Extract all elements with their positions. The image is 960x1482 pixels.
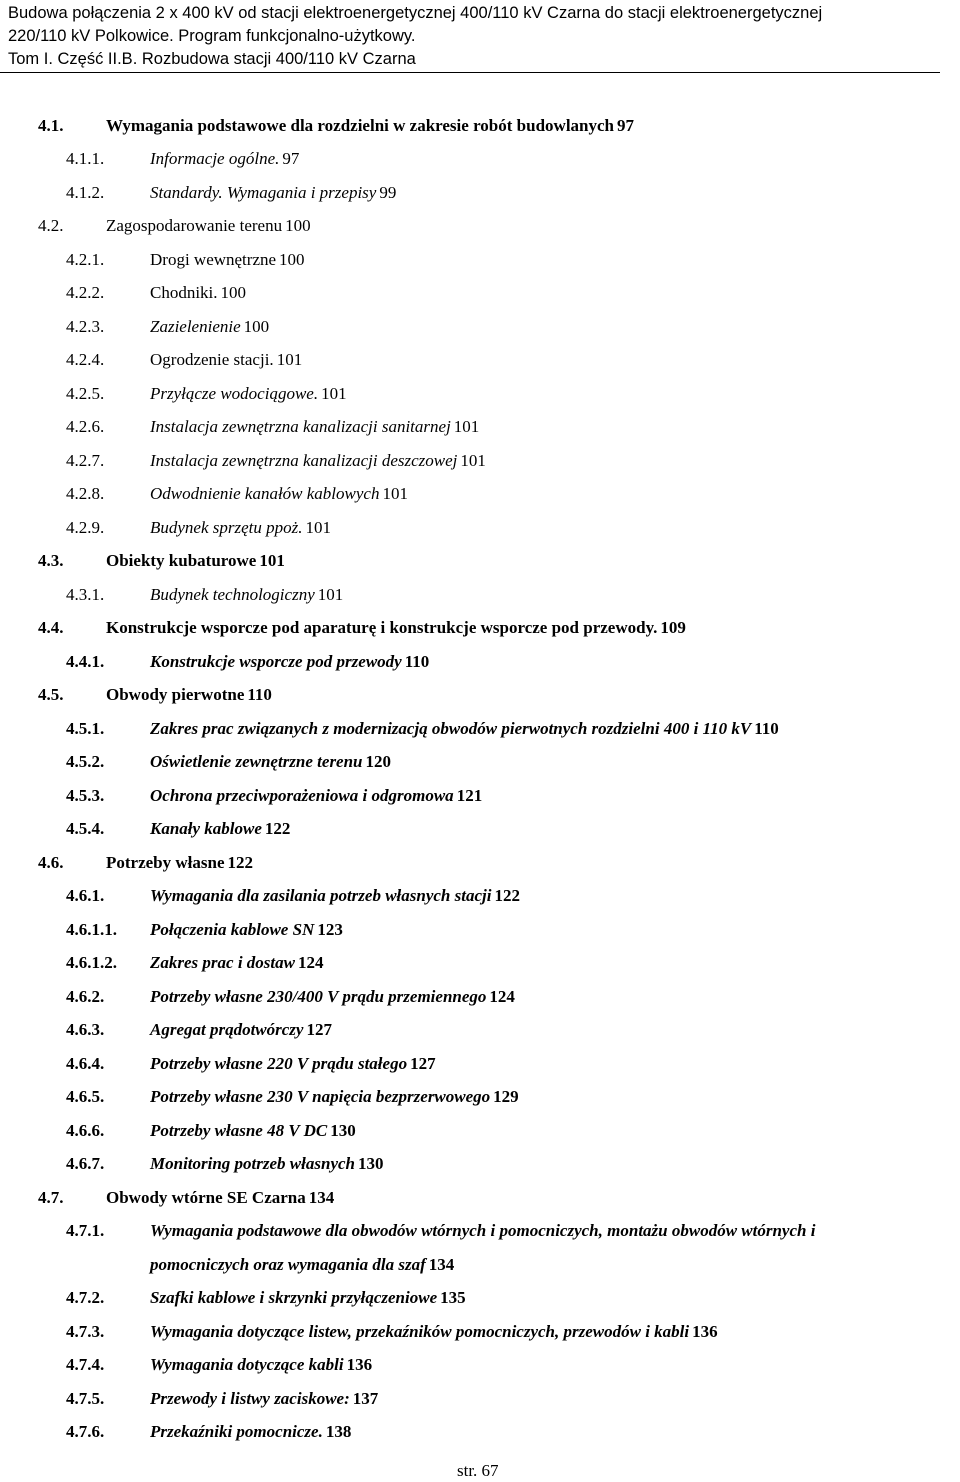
- toc-entry-page: 124: [297, 953, 324, 972]
- toc-entry-title: Budynek sprzętu ppoż.: [150, 518, 303, 537]
- toc-entry-page: 97: [282, 149, 300, 168]
- document-header: [8, 2, 952, 71]
- toc-entry-title: Zagospodarowanie terenu: [106, 216, 283, 235]
- toc-entry-number: 4.6.: [38, 853, 64, 872]
- toc-entry-number: 4.4.1.: [66, 652, 105, 671]
- toc-entry-number: 4.5.1.: [66, 719, 105, 738]
- toc-entry-number: 4.6.2.: [66, 987, 105, 1006]
- toc-entry-title: Szafki kablowe i skrzynki przyłączeniowe: [150, 1288, 438, 1307]
- toc-entry-page: 101: [305, 518, 332, 537]
- toc-entry-page: 99: [379, 183, 397, 202]
- toc-entry-page: 134: [308, 1188, 335, 1207]
- toc-entry-number: 4.6.4.: [66, 1054, 105, 1073]
- header-line-1: Budowa połączenia 2 x 400 kV od stacji elektroenergetycznej 400/110 kV Czarna do stacji elektroenergetycznej: [8, 4, 823, 22]
- toc-entry-number: 4.2.2.: [66, 283, 105, 302]
- header-divider: [0, 72, 940, 73]
- toc-entry-title: Zakres prac i dostaw: [150, 953, 295, 972]
- toc-entry-page: 110: [754, 719, 779, 738]
- toc-entry-page: 136: [346, 1355, 373, 1374]
- toc-entry-page: 121: [456, 786, 483, 805]
- toc-entry-number: 4.2.6.: [66, 417, 105, 436]
- toc-entry-title: Potrzeby własne 48 V DC: [150, 1121, 328, 1140]
- toc-entry-title: Wymagania dotyczące kabli: [150, 1355, 344, 1374]
- toc-entry-page: 109: [660, 618, 686, 637]
- toc-entry-page: 110: [247, 685, 272, 704]
- toc-entry-page: 100: [243, 317, 270, 336]
- toc-entry-page: 127: [306, 1020, 332, 1039]
- toc-entry-page: 101: [259, 551, 285, 570]
- toc-entry-page: 136: [692, 1322, 718, 1341]
- toc-entry-title: Zazielenienie: [150, 317, 241, 336]
- toc-entry-title: Monitoring potrzeb własnych: [150, 1154, 355, 1173]
- toc-entry-page: 129: [493, 1087, 519, 1106]
- toc-entry-page: 124: [489, 987, 515, 1006]
- toc-entry-title: Konstrukcje wsporcze pod aparaturę i konstrukcje wsporcze pod przewody.: [106, 618, 658, 637]
- toc-entry-number: 4.6.1.2.: [66, 953, 117, 972]
- page-number-footer: str. 67: [457, 1461, 499, 1480]
- toc-entry-page: 135: [440, 1288, 466, 1307]
- toc-entry-number: 4.5.3.: [66, 786, 105, 805]
- toc-entry-title: Potrzeby własne 230 V napięcia bezprzerwowego: [150, 1087, 491, 1106]
- toc-entry-number: 4.2.8.: [66, 484, 105, 503]
- toc-entry-title: Ochrona przeciwporażeniowa i odgromowa: [150, 786, 454, 805]
- toc-entry-number: 4.1.: [38, 116, 64, 135]
- toc-entry-page: 101: [460, 451, 486, 470]
- toc-entry-page: 127: [410, 1054, 436, 1073]
- toc-entry-title: Obiekty kubaturowe: [106, 551, 257, 570]
- toc-entry-number: 4.7.4.: [66, 1355, 105, 1374]
- toc-entry-page: 134: [428, 1255, 455, 1274]
- toc-entry-title: Agregat prądotwórczy: [150, 1020, 304, 1039]
- toc-entry-number: 4.6.6.: [66, 1121, 105, 1140]
- toc-entry-number: 4.2.3.: [66, 317, 105, 336]
- toc-entry-page: 122: [227, 853, 254, 872]
- toc-entry-page: 97: [617, 116, 634, 135]
- header-line-2: 220/110 kV Polkowice. Program funkcjonalno-użytkowy.: [8, 27, 416, 45]
- toc-entry-number: 4.7.3.: [66, 1322, 105, 1341]
- toc-entry-title: Obwody wtórne SE Czarna: [106, 1188, 306, 1207]
- toc-entry-number: 4.2.4.: [66, 350, 105, 369]
- toc-entry-number: 4.6.1.: [66, 886, 105, 905]
- toc-entry-title: Potrzeby własne: [106, 853, 225, 872]
- toc-entry-number: 4.6.3.: [66, 1020, 105, 1039]
- toc-entry-number: 4.1.2.: [66, 183, 105, 202]
- toc-entry-page: 101: [321, 384, 347, 403]
- toc-entry-page: 137: [352, 1389, 379, 1408]
- toc-entry-title: Wymagania podstawowe dla rozdzielni w zakresie robót budowlanych: [106, 116, 614, 135]
- toc-entry-page: 101: [453, 417, 480, 436]
- toc-entry-title: Oświetlenie zewnętrzne terenu: [150, 752, 363, 771]
- toc-entry-number: 4.5.2.: [66, 752, 105, 771]
- toc-entry-page: 138: [325, 1422, 352, 1441]
- toc-entry-title: Wymagania dotyczące listew, przekaźników pomocniczych, przewodów i kabli: [150, 1322, 690, 1341]
- toc-entry-page: 101: [317, 585, 344, 604]
- toc-entry-number: 4.5.4.: [66, 819, 105, 838]
- toc-entry-page: 130: [358, 1154, 384, 1173]
- toc-entry-page: 100: [285, 216, 311, 235]
- toc-entry-number: 4.2.: [38, 216, 64, 235]
- toc-entry-page: 100: [220, 283, 247, 302]
- toc-entry-number: 4.6.5.: [66, 1087, 105, 1106]
- toc-entry-page: 101: [382, 484, 408, 503]
- toc-entry-number: 4.7.5.: [66, 1389, 105, 1408]
- toc-entry-title: Potrzeby własne 230/400 V prądu przemiennego: [150, 987, 487, 1006]
- toc-entry-page: 130: [330, 1121, 356, 1140]
- toc-entry-title: Budynek technologiczny: [150, 585, 315, 604]
- toc-entry-title: Przekaźniki pomocnicze.: [150, 1422, 323, 1441]
- toc-entry-number: 4.2.9.: [66, 518, 105, 537]
- toc-entry-title: Zakres prac związanych z modernizacją obwodów pierwotnych rozdzielni 400 i 110 kV: [150, 719, 752, 738]
- toc-entry-title: Przyłącze wodociągowe.: [150, 384, 319, 403]
- toc-entry-page: 110: [404, 652, 430, 671]
- toc-entry-page: 100: [279, 250, 305, 269]
- toc-entry-page: 122: [264, 819, 291, 838]
- toc-entry-title: Konstrukcje wsporcze pod przewody: [150, 652, 402, 671]
- toc-entry-title: Kanały kablowe: [150, 819, 262, 838]
- toc-entry-number: 4.7.2.: [66, 1288, 105, 1307]
- toc-entry-number: 4.3.: [38, 551, 64, 570]
- toc-entry-title: Odwodnienie kanałów kablowych: [150, 484, 380, 503]
- toc-entry-number: 4.7.1.: [66, 1221, 105, 1240]
- toc-entry-page: 120: [365, 752, 392, 771]
- toc-entry-number: 4.5.: [38, 685, 64, 704]
- toc-entry-number: 4.1.1.: [66, 149, 105, 168]
- header-line-3: Tom I. Część II.B. Rozbudowa stacji 400/110 kV Czarna: [8, 50, 416, 68]
- toc-entry-title: Wymagania podstawowe dla obwodów wtórnych i pomocniczych, montażu obwodów wtórnych i: [150, 1221, 816, 1240]
- toc-entry-number: 4.3.1.: [66, 585, 105, 604]
- toc-entry-page: 101: [276, 350, 303, 369]
- toc-entry-page: 123: [317, 920, 343, 939]
- toc-entry-number: 4.7.: [38, 1188, 64, 1207]
- toc-entry-title: Chodniki.: [150, 283, 218, 302]
- toc-entry-number: 4.2.5.: [66, 384, 105, 403]
- toc-entry-title: Obwody pierwotne: [106, 685, 245, 704]
- toc-entry-page: 122: [494, 886, 520, 905]
- toc-entry-title-continuation: pomocniczych oraz wymagania dla szaf: [150, 1255, 426, 1274]
- toc-entry-title: Standardy. Wymagania i przepisy: [150, 183, 377, 202]
- toc-entry-title: Połączenia kablowe SN: [150, 920, 315, 939]
- toc-entry-number: 4.2.7.: [66, 451, 105, 470]
- toc-entry-title: Drogi wewnętrzne: [150, 250, 277, 269]
- toc-entry-number: 4.6.1.1.: [66, 920, 117, 939]
- toc-entry-title: Potrzeby własne 220 V prądu stałego: [150, 1054, 408, 1073]
- toc-entry-title: Przewody i listwy zaciskowe:: [150, 1389, 350, 1408]
- toc-entry-title: Informacje ogólne.: [150, 149, 280, 168]
- toc-entry-title: Ogrodzenie stacji.: [150, 350, 274, 369]
- toc-entry-title: Wymagania dla zasilania potrzeb własnych stacji: [150, 886, 492, 905]
- toc-entry-title: Instalacja zewnętrzna kanalizacji deszczowej: [150, 451, 458, 470]
- toc-entry-number: 4.2.1.: [66, 250, 105, 269]
- toc-entry-number: 4.7.6.: [66, 1422, 105, 1441]
- toc-entry-number: 4.4.: [38, 618, 64, 637]
- toc-entry-title: Instalacja zewnętrzna kanalizacji sanitarnej: [150, 417, 451, 436]
- toc-entry-number: 4.6.7.: [66, 1154, 105, 1173]
